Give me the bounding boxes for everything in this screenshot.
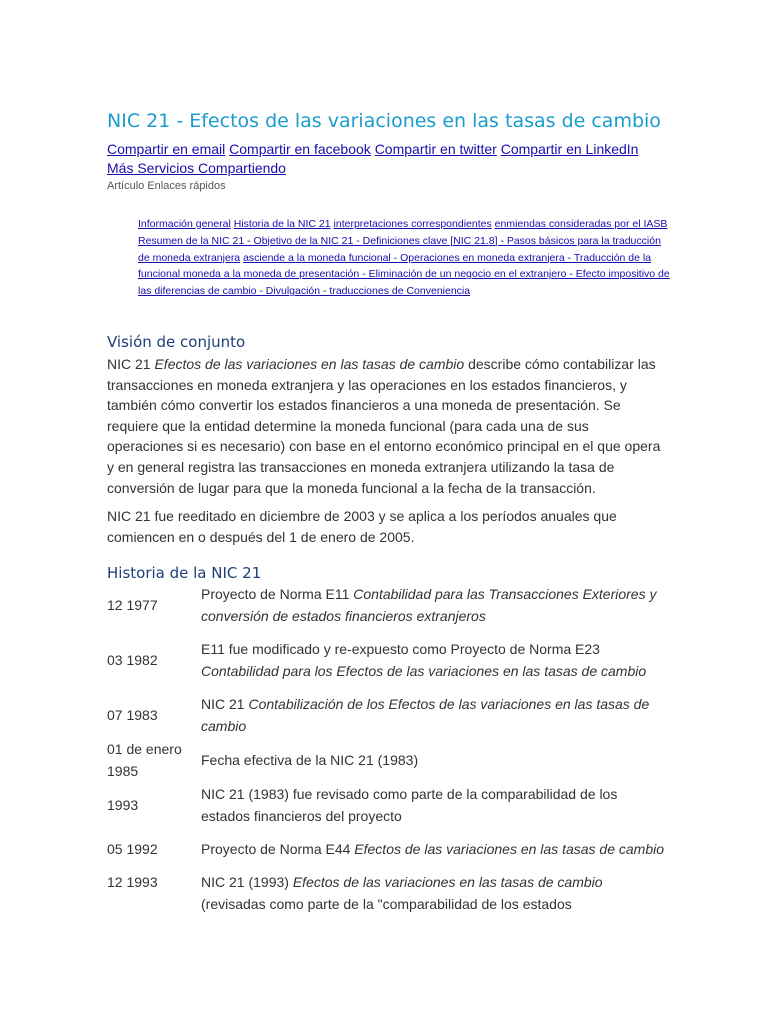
history-text: Proyecto de Norma E44 <box>201 841 355 857</box>
history-title: Contabilidad para las Transacciones Exteriores y conversión de estados financieros extranjeros <box>201 586 657 624</box>
history-date: 05 1992 <box>107 841 158 857</box>
history-row <box>107 693 667 737</box>
history-text: NIC 21 <box>201 696 249 712</box>
share-links <box>107 140 667 178</box>
history-heading: Historia de la NIC 21 <box>107 564 262 582</box>
history-date: 07 1983 <box>107 707 158 723</box>
history-date: 03 1982 <box>107 652 158 668</box>
history-text: NIC 21 (1993) <box>201 874 293 890</box>
more-share-services-link[interactable]: Más Servicios Compartiendo <box>107 160 286 176</box>
history-description <box>201 749 667 771</box>
history-date: 1993 <box>107 797 139 813</box>
overview-paragraph-1 <box>107 354 665 498</box>
history-row <box>107 737 667 783</box>
history-table <box>107 583 667 915</box>
history-description <box>201 638 667 682</box>
overview-p1-start: NIC 21 <box>107 356 155 372</box>
history-description <box>201 783 667 827</box>
share-facebook-link[interactable]: Compartir en facebook <box>229 141 371 157</box>
history-description <box>201 693 667 737</box>
history-text: Fecha efectiva de la NIC 21 (1983) <box>201 752 419 768</box>
history-text: Proyecto de Norma E11 <box>201 586 354 602</box>
quick-link-summary[interactable]: Resumen de la NIC 21 - Objetivo de la NIC 21 - Definiciones clave [NIC 21.8] - Pasos básicos para la traducción de moneda extranjera <box>138 234 661 264</box>
article-quick-links-label: Artículo Enlaces rápidos <box>107 180 226 192</box>
history-description <box>201 871 667 915</box>
history-title: Efectos de las variaciones en las tasas de cambio <box>292 874 603 890</box>
quick-link-interpretations[interactable]: interpretaciones correspondientes <box>333 218 492 230</box>
quick-link-history[interactable]: Historia de la NIC 21 <box>233 218 331 230</box>
page-title: NIC 21 - Efectos de las variaciones en las tasas de cambio <box>107 110 661 132</box>
history-row <box>107 583 667 627</box>
quick-link-functional-currency[interactable]: asciende a la moneda funcional - Operaciones en moneda extranjera - Traducción de la funcional moneda a la moneda de presentación - Eliminación de un negocio en el extranjero - Efecto impositivo de las diferencias de cambio - Divulgación - traducciones de Conveniencia <box>138 251 670 298</box>
share-twitter-link[interactable]: Compartir en twitter <box>374 141 497 157</box>
history-description <box>201 838 667 860</box>
history-description <box>201 583 667 627</box>
history-text-rest: (revisadas como parte de la "comparabilidad de los estados <box>201 896 572 912</box>
overview-paragraph-2: NIC 21 fue reeditado en diciembre de 2003 y se aplica a los períodos anuales que comiencen en o después del 1 de enero de 2005. <box>107 508 617 545</box>
history-row <box>107 783 667 827</box>
history-text: E11 fue modificado y re-expuesto como Proyecto de Norma E23 <box>201 641 600 657</box>
share-linkedin-link[interactable]: Compartir en LinkedIn <box>500 141 639 157</box>
history-text: NIC 21 (1983) fue revisado como parte de la comparabilidad de los estados financieros del proyecto <box>201 786 618 824</box>
history-row <box>107 871 667 915</box>
share-email-link[interactable]: Compartir en email <box>107 141 226 157</box>
quick-link-general[interactable]: Información general <box>138 218 231 230</box>
history-date: 01 de enero 1985 <box>107 741 182 779</box>
overview-heading: Visión de conjunto <box>107 333 246 351</box>
history-title: Contabilidad para los Efectos de las variaciones en las tasas de cambio <box>201 663 647 679</box>
history-date: 12 1993 <box>107 874 158 890</box>
history-row <box>107 827 667 871</box>
history-row <box>107 627 667 693</box>
history-title: Efectos de las variaciones en las tasas de cambio <box>354 841 665 857</box>
history-date: 12 1977 <box>107 597 158 613</box>
quick-link-amendments[interactable]: enmiendas consideradas por el IASB <box>494 218 668 230</box>
quick-links-box <box>138 216 670 300</box>
history-title: Contabilización de los Efectos de las variaciones en las tasas de cambio <box>201 696 650 734</box>
overview-p1-title: Efectos de las variaciones en las tasas de cambio <box>154 356 465 372</box>
overview-p1-rest: describe cómo contabilizar las transacciones en moneda extranjera y las operaciones en los estados financieros, y también cómo convertir los estados financieros a una moneda de presentación. Se requiere que la entidad determine la moneda funcional (para cada una de sus operaciones si es necesario) con base en el entorno económico principal en el que opera y en general registra las transacciones en moneda extranjera utilizando la tasa de conversión de lugar para que la moneda funcional a la fecha de la transacción. <box>107 356 661 496</box>
